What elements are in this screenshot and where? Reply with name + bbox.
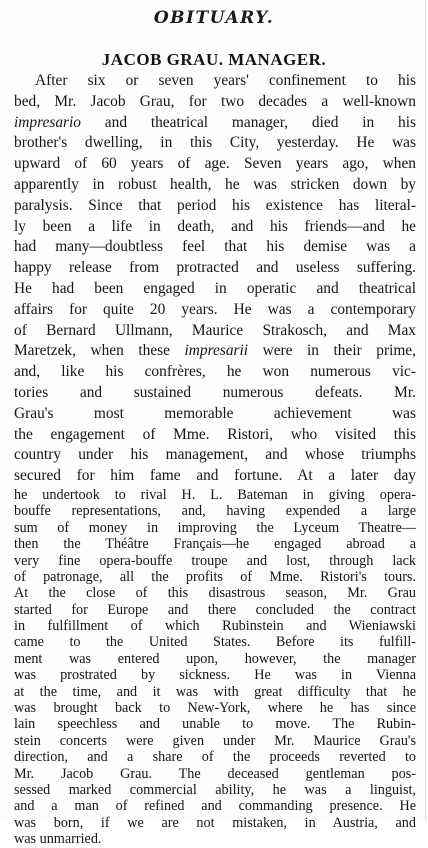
article-line [14,716,416,732]
line-text: was brought back to New-York, where he has since [14,700,416,717]
line-text: paralysis. Since that period his existence has literal- [14,196,416,214]
line-text: were in their prime, [248,342,416,360]
article-line [14,237,416,258]
line-text: happy release from protracted and useless suffering. [14,259,416,277]
article-line [14,196,416,217]
line-text: sum of money in improving the Lyceum Theatre— [14,519,416,536]
line-text: had many—doubtless feel that his demise was a [14,238,416,256]
article-line [14,602,416,618]
line-text: of patronage, all the profits of Mme. Ristori's tours. [14,568,416,585]
line-text: apparently in robust health, he was stricken down by [14,175,416,193]
italic-term: impresario [14,113,81,131]
article-line [14,113,416,134]
article-line [14,217,416,238]
line-text: he undertook to rival H. L. Bateman in giving opera- [14,486,416,503]
article-line [14,520,416,536]
article-line [14,536,416,552]
line-text: was born, if we are not mistaken, in Austria, and [14,814,416,831]
article-line [14,258,416,279]
line-text: affairs for quite 20 years. He was a contemporary [14,300,416,318]
article-line [14,684,416,700]
article-body [14,71,416,848]
column-rule [425,0,426,820]
article-line [14,651,416,667]
line-text: Maretzek, when these [14,342,185,360]
line-text: came to the United States. Before its fulfill- [14,634,416,651]
line-text: and, like his confrères, he won numerous vic- [14,363,416,381]
article-line [14,487,416,503]
line-text: very fine opera-bouffe troupe and lost, through lack [14,552,416,569]
line-text: upward of 60 years of age. Seven years ago, when [14,155,416,173]
line-text: secured for him fame and fortune. At a later day [14,467,416,485]
line-text: then the Théâtre Français—he engaged abroad a [14,536,416,553]
article-line [14,553,416,569]
article-line [14,133,416,154]
line-text: and theatrical manager, died in his [80,113,416,131]
line-text: stein concerts were given under Mr. Maurice Grau's [14,732,416,749]
article-line [14,279,416,300]
line-text: After six or seven years' confinement to his [35,72,416,89]
article-line [14,831,416,847]
line-text: At the close of this disastrous season, Mr. Grau [14,585,416,602]
line-text: started for Europe and there concluded the contract [14,601,416,618]
line-text: country under his management, and whose triumphs [14,446,416,464]
article-line [14,425,416,446]
article-line [14,362,416,383]
line-text: lain speechless and unable to move. The Rubin- [14,716,416,733]
line-text: ly been a life in death, and his friends—and he [14,217,416,235]
article-line [14,667,416,683]
article-line [14,782,416,798]
line-text: Mr. Jacob Grau. The deceased gentleman pos- [14,765,416,782]
line-text: was prostrated by sickness. He was in Vienna [14,667,416,684]
line-text: tories and sustained numerous defeats. Mr. [14,383,416,401]
article-line [14,300,416,321]
article-line [14,815,416,831]
article-line [14,404,416,425]
line-text: He had been engaged in operatic and theatrical [14,279,416,297]
article-line [14,569,416,585]
article-line [14,383,416,404]
article-line [14,749,416,765]
line-text: and a man of refined and commanding presence. He [14,798,416,815]
article-line [14,175,416,196]
line-text: of Bernard Ullmann, Maurice Strakosch, and Max [14,321,416,339]
line-text: was unmarried. [14,831,102,848]
article-line [14,154,416,175]
article-line [14,71,416,92]
article-line [14,585,416,601]
line-text: the engagement of Mme. Ristori, who visited this [14,425,416,443]
line-text: brother's dwelling, in this City, yesterday. He was [14,134,416,152]
line-text: Grau's most memorable achievement was [14,404,416,422]
article-line [14,445,416,466]
line-text: direction, and a share of the proceeds reverted to [14,749,416,766]
italic-term: impresarii [184,342,249,360]
article-line [14,798,416,814]
article-line [14,503,416,519]
article-line [14,321,416,342]
article-line [14,766,416,782]
article-heading: JACOB GRAU. MANAGER. [101,50,327,69]
article-line [14,92,416,113]
article-line [14,733,416,749]
article-line [14,634,416,650]
line-text: at the time, and it was with great difficulty that he [14,683,416,700]
article-line [14,618,416,634]
line-text: bouffe representations, and, having expended a large [14,503,416,520]
line-text: in fulfillment of which Rubinstein and Wieniawski [14,618,416,635]
article-line [14,341,416,362]
section-heading: OBITUARY. [153,8,275,28]
article-line [14,700,416,716]
line-text: sessed marked commercial ability, he was a linguist, [14,781,416,798]
article-line [14,466,416,487]
line-text: ment was entered upon, however, the manager [14,650,416,667]
line-text: bed, Mr. Jacob Grau, for two decades a well-known [14,92,416,110]
